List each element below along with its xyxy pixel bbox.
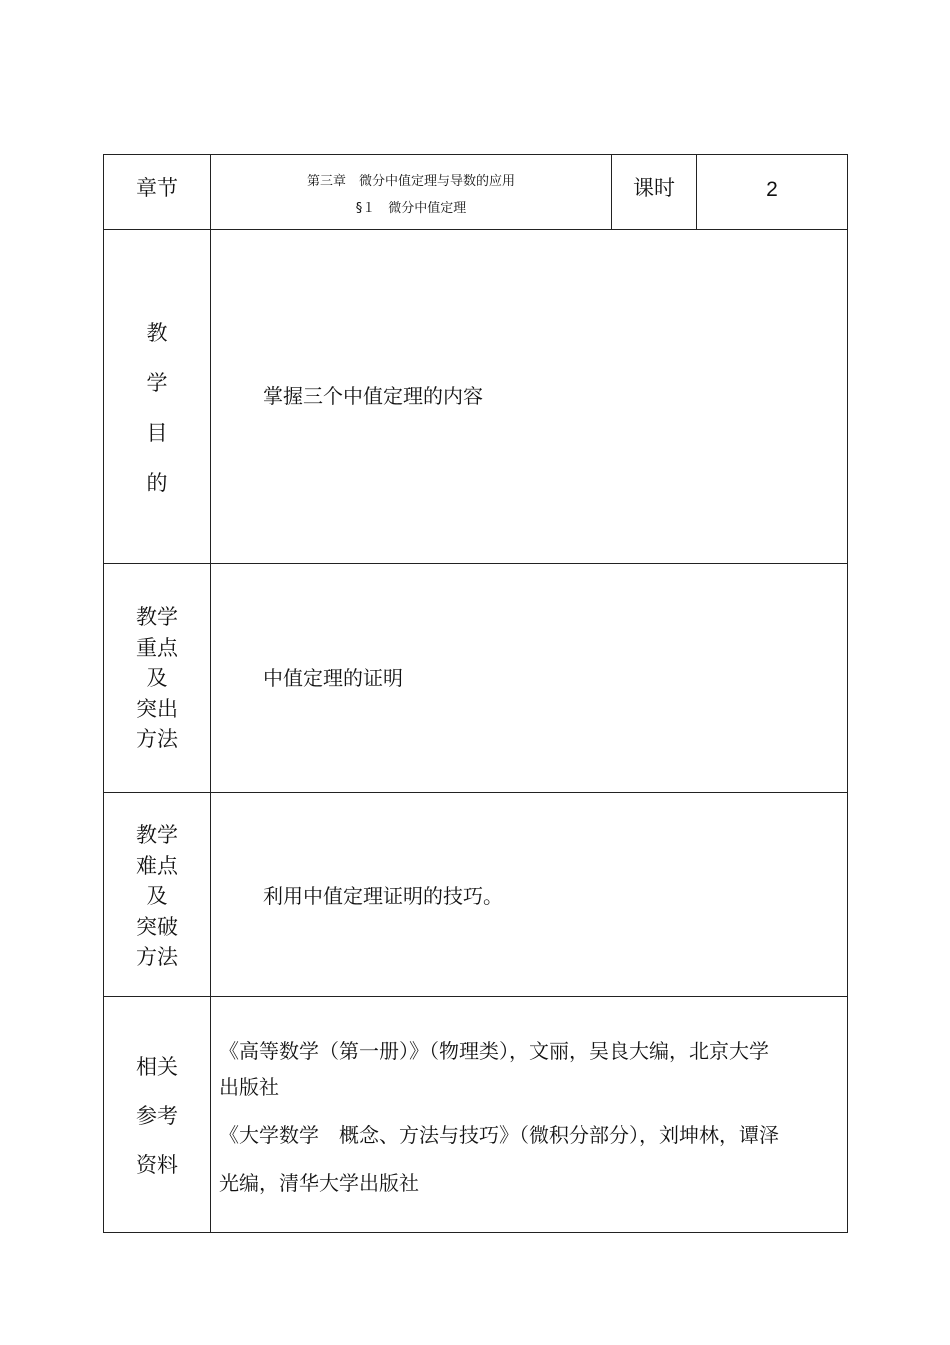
references-label-line: 资料 (136, 1153, 178, 1177)
key-points-label (104, 602, 210, 755)
references-label (104, 1043, 210, 1190)
reference-2-line1: 《大学数学 概念、方法与技巧》（微积分部分），刘坤林，谭泽 (219, 1123, 779, 1147)
difficulties-label (104, 820, 210, 973)
key-points-content: 中值定理的证明 (263, 666, 403, 690)
difficulties-content: 利用中值定理证明的技巧。 (263, 884, 503, 908)
key-points-label-line: 及 (146, 666, 168, 690)
objectives-label-char: 教 (146, 321, 168, 345)
key-points-label-line: 突出 (136, 696, 178, 721)
difficulties-label-line: 教学 (136, 823, 178, 847)
references-label-line: 相关 (136, 1055, 178, 1079)
row-divider-2 (103, 563, 848, 564)
reference-1-line2: 出版社 (219, 1075, 279, 1099)
objectives-label (104, 308, 210, 508)
hours-label: 课时 (633, 176, 675, 200)
row-divider-1 (103, 229, 848, 230)
key-points-label-line: 方法 (136, 727, 178, 751)
difficulties-label-line: 方法 (136, 945, 178, 969)
table-border-top (103, 154, 848, 155)
table-border-right (847, 154, 848, 1233)
row-divider-3 (103, 792, 848, 793)
key-points-label-line: 教学 (136, 605, 178, 629)
references-label-line: 参考 (136, 1104, 178, 1128)
table-border-bottom (103, 1232, 848, 1233)
difficulties-label-line: 及 (146, 884, 168, 908)
label-column-divider (210, 154, 211, 1233)
objectives-label-char: 目 (146, 421, 168, 445)
chapter-label: 章节 (136, 176, 178, 200)
chapter-title-line2: §１ 微分中值定理 (355, 201, 467, 216)
hours-value: 2 (766, 178, 778, 201)
reference-1-line1: 《高等数学（第一册）》（物理类），文丽，吴良大编，北京大学 (219, 1039, 769, 1063)
objectives-label-char: 的 (146, 471, 168, 495)
difficulties-label-line: 突破 (136, 914, 178, 939)
key-points-label-line: 重点 (136, 635, 178, 660)
difficulties-label-line: 难点 (136, 853, 178, 878)
objectives-label-char: 学 (146, 371, 168, 395)
objectives-content: 掌握三个中值定理的内容 (263, 384, 483, 408)
chapter-title-line1: 第三章 微分中值定理与导数的应用 (306, 174, 515, 189)
reference-2-line2: 光编，清华大学出版社 (219, 1171, 419, 1195)
row-divider-4 (103, 996, 848, 997)
